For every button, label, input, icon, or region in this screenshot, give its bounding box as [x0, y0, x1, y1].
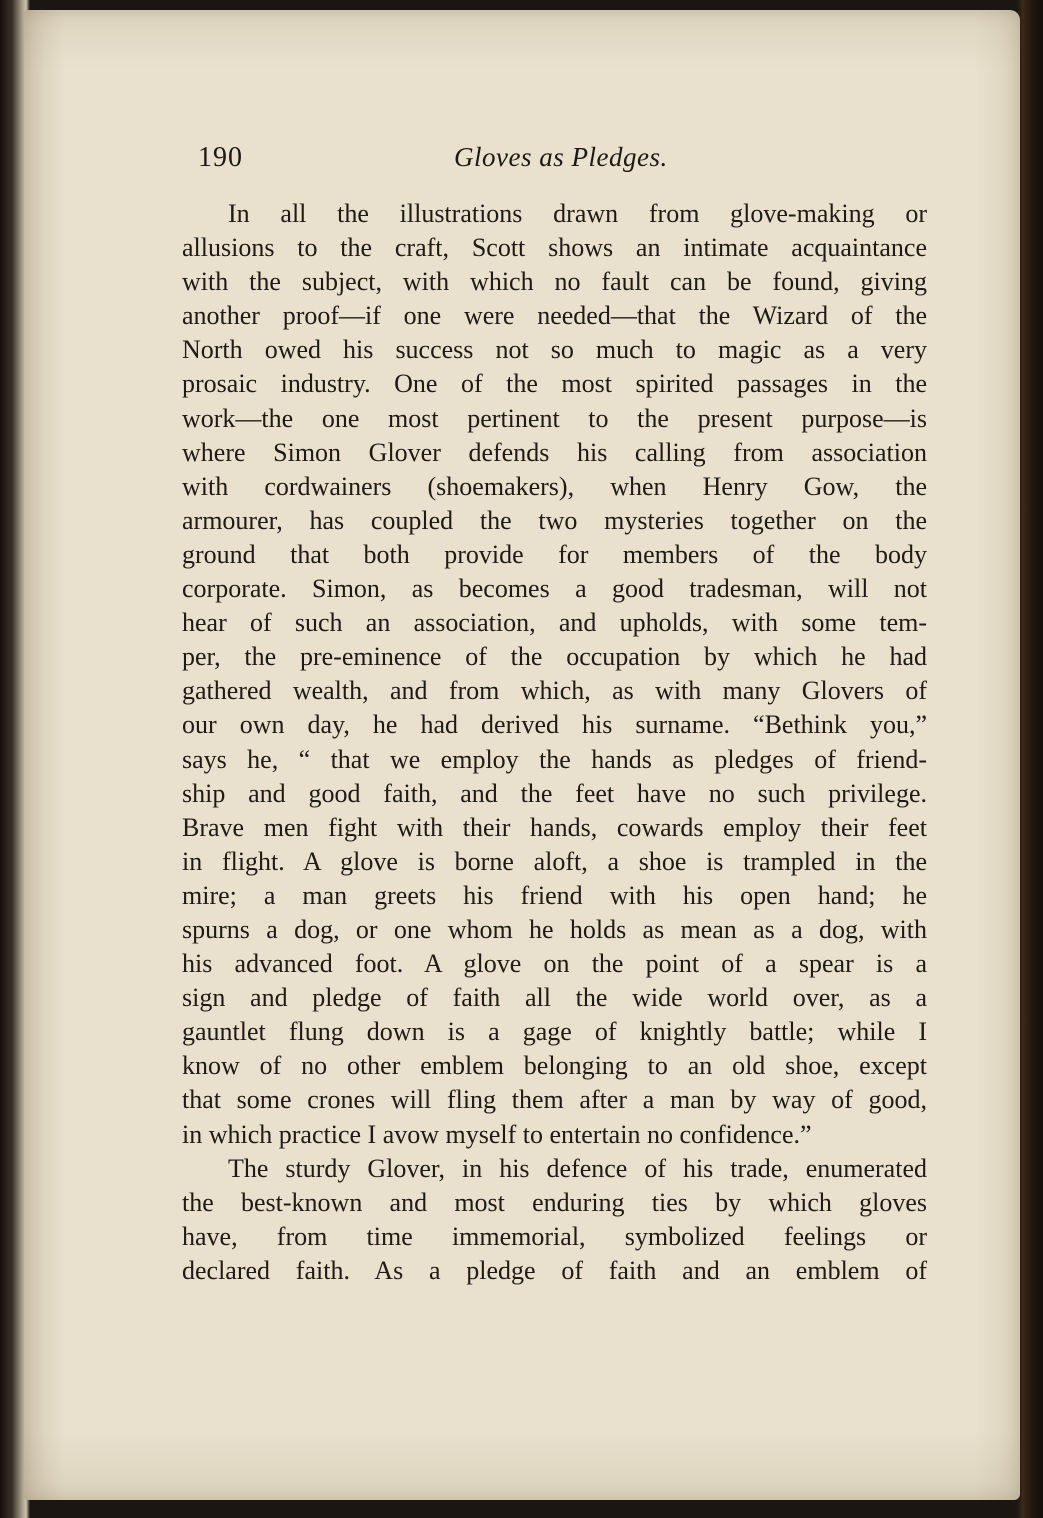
text-line: ship and good faith, and the feet have no such privilege. [182, 778, 927, 808]
text-line: that some crones will fling them after a man by way of good, [182, 1085, 927, 1115]
text-line: have, from time immemorial, symbolized feelings or [182, 1221, 927, 1251]
text-line: another proof—if one were needed—that the Wizard of the [182, 301, 927, 331]
running-head [198, 142, 918, 182]
text-line: with the subject, with which no fault can be found, giving [182, 267, 927, 297]
text-line: North owed his success not so much to magic as a very [182, 335, 927, 365]
next-page-edge [1017, 0, 1043, 1518]
text-line: know of no other emblem belonging to an old shoe, except [182, 1051, 927, 1081]
text-line: corporate. Simon, as becomes a good tradesman, will not [182, 574, 927, 604]
text-line: with cordwainers (shoemakers), when Henry Gow, the [182, 471, 927, 501]
text-line: says he, “ that we employ the hands as pledges of friend- [182, 744, 927, 774]
text-line: our own day, he had derived his surname. “Bethink you,” [182, 710, 927, 740]
paragraph-1 [182, 197, 927, 1152]
paragraph-2 [182, 1152, 927, 1288]
body-text [182, 197, 927, 1288]
text-line: gauntlet flung down is a gage of knightly battle; while I [182, 1017, 927, 1047]
text-line: the best-known and most enduring ties by which gloves [182, 1187, 927, 1217]
text-line: declared faith. As a pledge of faith and an emblem of [182, 1255, 927, 1285]
running-title: Gloves as Pledges. [454, 142, 668, 172]
text-line: in which practice I avow myself to entertain no confidence.” [182, 1119, 812, 1149]
text-line: per, the pre-eminence of the occupation by which he had [182, 642, 927, 672]
text-line: Brave men fight with their hands, cowards employ their feet [182, 812, 927, 842]
text-line: gathered wealth, and from which, as with many Glovers of [182, 676, 927, 706]
text-line: work—the one most pertinent to the present purpose—is [182, 403, 927, 433]
text-line: prosaic industry. One of the most spirited passages in the [182, 369, 927, 399]
text-line: sign and pledge of faith all the wide world over, as a [182, 983, 927, 1013]
text-line: his advanced foot. A glove on the point of a spear is a [182, 949, 927, 979]
text-line: ground that both provide for members of the body [182, 539, 927, 569]
text-line: allusions to the craft, Scott shows an intimate acquaintance [182, 233, 927, 263]
text-line: armourer, has coupled the two mysteries together on the [182, 505, 927, 535]
text-line: The sturdy Glover, in his defence of his trade, enumerated [228, 1153, 927, 1183]
text-line: In all the illustrations drawn from glove-making or [228, 199, 927, 228]
text-line: mire; a man greets his friend with his open hand; he [182, 880, 927, 910]
text-line: where Simon Glover defends his calling from association [182, 437, 927, 467]
text-line: in flight. A glove is borne aloft, a shoe is trampled in the [182, 846, 927, 876]
page-number: 190 [198, 142, 243, 173]
text-line: hear of such an association, and upholds, with some tem- [182, 608, 927, 638]
text-line: spurns a dog, or one whom he holds as mean as a dog, with [182, 914, 927, 944]
